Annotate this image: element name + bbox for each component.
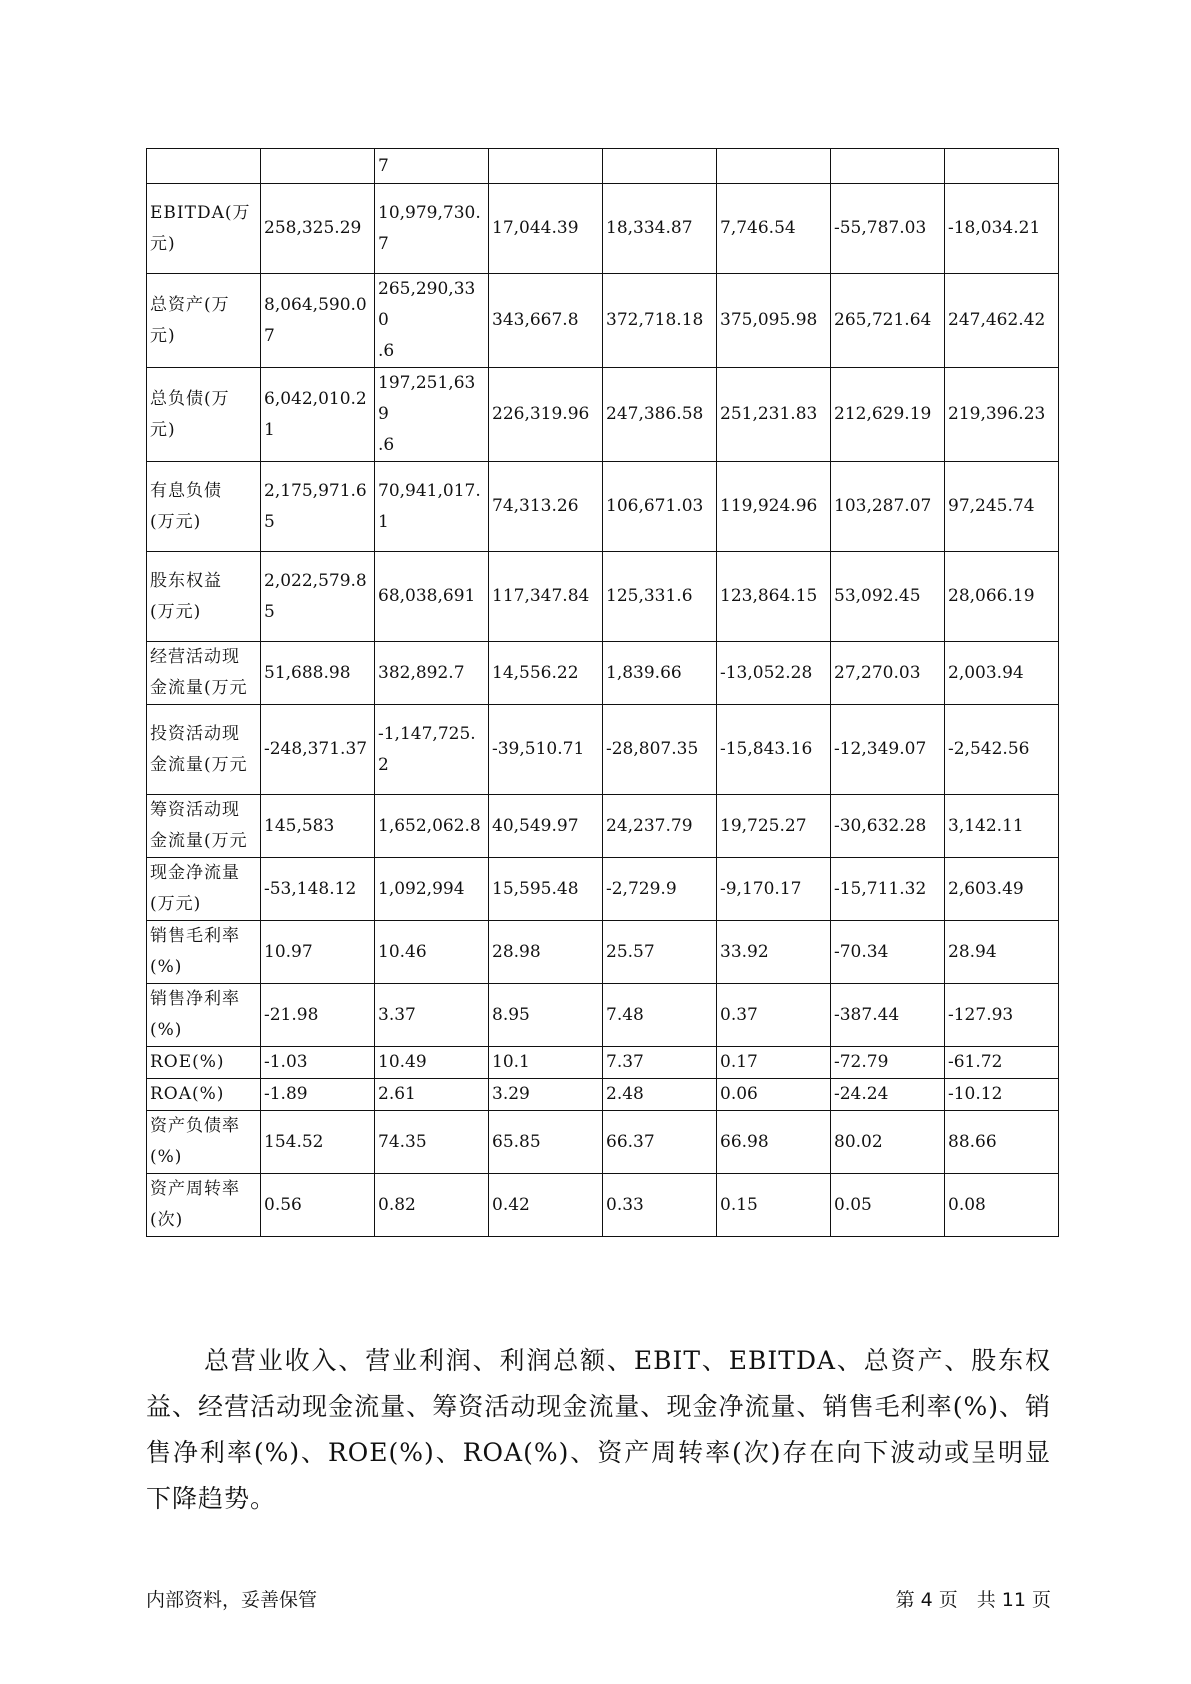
row-label: 资产周转率 (次)	[147, 1174, 261, 1237]
table-row	[147, 149, 1059, 184]
table-cell: 3.37	[375, 984, 489, 1047]
table-cell: 372,718.18	[603, 274, 717, 368]
table-cell: 66.98	[717, 1111, 831, 1174]
table-row	[147, 274, 1059, 368]
row-label: 现金净流量 (万元)	[147, 858, 261, 921]
table-cell: 24,237.79	[603, 795, 717, 858]
footer-confidential-note: 内部资料，妥善保管	[146, 1589, 318, 1611]
table-cell: -30,632.28	[831, 795, 945, 858]
table-cell: -387.44	[831, 984, 945, 1047]
table-cell: -1.89	[261, 1079, 375, 1111]
table-cell: 27,270.03	[831, 642, 945, 705]
table-cell: 2,003.94	[945, 642, 1059, 705]
table-cell: -10.12	[945, 1079, 1059, 1111]
table-cell	[261, 149, 375, 184]
footer-page-number: 第 4 页 共 11 页	[895, 1589, 1051, 1611]
table-cell: 0.42	[489, 1174, 603, 1237]
table-cell	[603, 149, 717, 184]
table-cell: 74.35	[375, 1111, 489, 1174]
table-cell: 103,287.07	[831, 462, 945, 552]
row-label: 资产负债率 (%)	[147, 1111, 261, 1174]
row-label: 投资活动现 金流量(万元	[147, 705, 261, 795]
table-row	[147, 368, 1059, 462]
table-cell: 117,347.84	[489, 552, 603, 642]
table-cell: 6,042,010.2 1	[261, 368, 375, 462]
table-cell: -2,542.56	[945, 705, 1059, 795]
table-cell: 28,066.19	[945, 552, 1059, 642]
table-cell: 106,671.03	[603, 462, 717, 552]
table-cell: 123,864.15	[717, 552, 831, 642]
row-label: 总负债(万 元)	[147, 368, 261, 462]
table-cell: 0.33	[603, 1174, 717, 1237]
table-cell: 219,396.23	[945, 368, 1059, 462]
table-cell: 0.08	[945, 1174, 1059, 1237]
table-cell: 10.1	[489, 1047, 603, 1079]
table-row	[147, 1174, 1059, 1237]
table-cell	[489, 149, 603, 184]
table-cell: 212,629.19	[831, 368, 945, 462]
table-cell: 14,556.22	[489, 642, 603, 705]
table-cell: -21.98	[261, 984, 375, 1047]
table-cell: -39,510.71	[489, 705, 603, 795]
table-cell: 80.02	[831, 1111, 945, 1174]
table-cell: 0.15	[717, 1174, 831, 1237]
table-cell: 2.61	[375, 1079, 489, 1111]
table-cell: 258,325.29	[261, 184, 375, 274]
table-cell: 251,231.83	[717, 368, 831, 462]
row-label: 经营活动现 金流量(万元	[147, 642, 261, 705]
table-cell: 68,038,691	[375, 552, 489, 642]
table-cell: 10.49	[375, 1047, 489, 1079]
table-cell: 18,334.87	[603, 184, 717, 274]
table-cell: 0.82	[375, 1174, 489, 1237]
table-cell: -2,729.9	[603, 858, 717, 921]
table-cell: -18,034.21	[945, 184, 1059, 274]
table-cell: 65.85	[489, 1111, 603, 1174]
row-label: 销售净利率 (%)	[147, 984, 261, 1047]
table-row	[147, 552, 1059, 642]
table-cell: -15,711.32	[831, 858, 945, 921]
table-cell: 7.37	[603, 1047, 717, 1079]
table-cell: 53,092.45	[831, 552, 945, 642]
table-cell	[831, 149, 945, 184]
table-cell: 1,839.66	[603, 642, 717, 705]
table-cell: 247,462.42	[945, 274, 1059, 368]
table-cell: 10.46	[375, 921, 489, 984]
table-cell: -248,371.37	[261, 705, 375, 795]
table-row	[147, 921, 1059, 984]
table-cell: 7	[375, 149, 489, 184]
table-cell: -28,807.35	[603, 705, 717, 795]
table-cell: 3.29	[489, 1079, 603, 1111]
table-row	[147, 705, 1059, 795]
table-cell: 10.97	[261, 921, 375, 984]
table-cell: 119,924.96	[717, 462, 831, 552]
table-cell: -13,052.28	[717, 642, 831, 705]
table-cell: -1,147,725. 2	[375, 705, 489, 795]
table-cell: 197,251,639 .6	[375, 368, 489, 462]
table-cell: 2.48	[603, 1079, 717, 1111]
table-cell: 40,549.97	[489, 795, 603, 858]
table-cell: 226,319.96	[489, 368, 603, 462]
row-label: ROE(%)	[147, 1047, 261, 1079]
table-cell: 25.57	[603, 921, 717, 984]
table-cell: 3,142.11	[945, 795, 1059, 858]
summary-paragraph: 总营业收入、营业利润、利润总额、EBIT、EBITDA、总资产、股东权益、经营活动现金流量、筹资活动现金流量、现金净流量、销售毛利率(%)、销售净利率(%)、ROE(%)、ROA(%)、资产周转率(次)存在向下波动或呈明显下降趋势。	[146, 1346, 1051, 1513]
table-cell: 382,892.7	[375, 642, 489, 705]
table-row	[147, 184, 1059, 274]
table-row	[147, 462, 1059, 552]
table-cell: 8.95	[489, 984, 603, 1047]
table-cell: -24.24	[831, 1079, 945, 1111]
table-cell: 7,746.54	[717, 184, 831, 274]
table-cell: 0.06	[717, 1079, 831, 1111]
table-cell: 70,941,017. 1	[375, 462, 489, 552]
table-row	[147, 858, 1059, 921]
table-cell: -53,148.12	[261, 858, 375, 921]
table-cell: 7.48	[603, 984, 717, 1047]
table-cell: -70.34	[831, 921, 945, 984]
table-cell: -72.79	[831, 1047, 945, 1079]
table-cell: -61.72	[945, 1047, 1059, 1079]
table-cell	[945, 149, 1059, 184]
table-cell: 125,331.6	[603, 552, 717, 642]
table-cell: 88.66	[945, 1111, 1059, 1174]
table-cell: 1,652,062.8	[375, 795, 489, 858]
table-cell: 265,721.64	[831, 274, 945, 368]
table-cell: 74,313.26	[489, 462, 603, 552]
table-row	[147, 1111, 1059, 1174]
table-cell: 2,603.49	[945, 858, 1059, 921]
table-cell: 97,245.74	[945, 462, 1059, 552]
row-label: 股东权益 (万元)	[147, 552, 261, 642]
table-cell: 19,725.27	[717, 795, 831, 858]
table-cell: -55,787.03	[831, 184, 945, 274]
table-cell: 17,044.39	[489, 184, 603, 274]
table-cell: 145,583	[261, 795, 375, 858]
table-row	[147, 984, 1059, 1047]
table-cell: -15,843.16	[717, 705, 831, 795]
financial-table	[146, 148, 1059, 1237]
table-cell: 1,092,994	[375, 858, 489, 921]
table-cell: 2,022,579.8 5	[261, 552, 375, 642]
table-cell: -1.03	[261, 1047, 375, 1079]
row-label: 有息负债 (万元)	[147, 462, 261, 552]
table-cell: 10,979,730. 7	[375, 184, 489, 274]
table-cell: -9,170.17	[717, 858, 831, 921]
table-cell: 0.05	[831, 1174, 945, 1237]
row-label: ROA(%)	[147, 1079, 261, 1111]
table-cell: 33.92	[717, 921, 831, 984]
table-cell: 247,386.58	[603, 368, 717, 462]
table-cell: -127.93	[945, 984, 1059, 1047]
table-cell: 154.52	[261, 1111, 375, 1174]
table-cell: 51,688.98	[261, 642, 375, 705]
table-cell: 2,175,971.6 5	[261, 462, 375, 552]
table-cell: 8,064,590.0 7	[261, 274, 375, 368]
table-cell	[717, 149, 831, 184]
table-cell: 0.17	[717, 1047, 831, 1079]
table-row	[147, 642, 1059, 705]
table-cell: 375,095.98	[717, 274, 831, 368]
row-label: 销售毛利率 (%)	[147, 921, 261, 984]
row-label: 总资产(万 元)	[147, 274, 261, 368]
row-label	[147, 149, 261, 184]
table-cell: 0.37	[717, 984, 831, 1047]
table-cell: -12,349.07	[831, 705, 945, 795]
table-row	[147, 1079, 1059, 1111]
table-row	[147, 795, 1059, 858]
row-label: 筹资活动现 金流量(万元	[147, 795, 261, 858]
table-cell: 66.37	[603, 1111, 717, 1174]
table-cell: 265,290,330 .6	[375, 274, 489, 368]
row-label: EBITDA(万 元)	[147, 184, 261, 274]
table-cell: 343,667.8	[489, 274, 603, 368]
table-cell: 28.94	[945, 921, 1059, 984]
table-cell: 15,595.48	[489, 858, 603, 921]
table-row	[147, 1047, 1059, 1079]
table-cell: 28.98	[489, 921, 603, 984]
table-cell: 0.56	[261, 1174, 375, 1237]
